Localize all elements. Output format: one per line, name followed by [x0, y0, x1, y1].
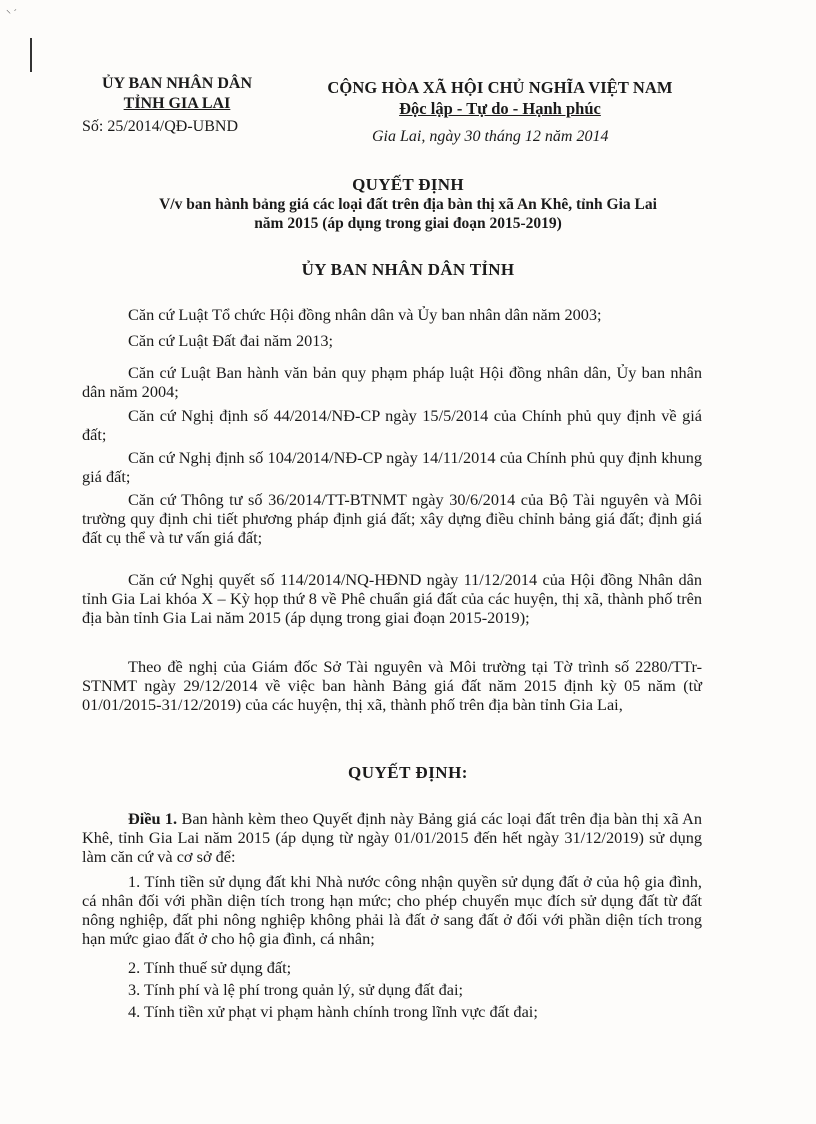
agency-line-2: TỈNH GIA LAI	[123, 95, 231, 112]
document-title	[80, 175, 736, 233]
country-name: CỘNG HÒA XÃ HỘI CHỦ NGHĨA VIỆT NAM	[327, 78, 673, 97]
agency-line-1: ỦY BAN NHÂN DÂN	[101, 75, 253, 92]
preamble-item: Căn cứ Luật Tổ chức Hội đồng nhân dân và Ủy ban nhân dân năm 2003;	[128, 305, 602, 324]
title-subject-line-1: V/v ban hành bảng giá các loại đất trên địa bàn thị xã An Khê, tỉnh Gia Lai	[159, 196, 657, 213]
article-1-label: Điều 1.	[128, 809, 178, 828]
preamble-item: Theo đề nghị của Giám đốc Sở Tài nguyên và Môi trường tại Tờ trình số 2280/TTr-STNMT ngày 29/12/2014 về việc ban hành Bảng giá đất năm 2015 định kỳ 05 năm (từ 01/01/2015-31/12/2019) của các huyện, thị xã, thành phố trên địa bàn tỉnh Gia Lai,	[82, 657, 702, 714]
national-motto: Độc lập - Tự do - Hạnh phúc	[399, 99, 601, 118]
scan-artifact: ⸌ ˊ	[6, 9, 17, 20]
decision-heading: QUYẾT ĐỊNH:	[348, 763, 468, 782]
article-1-item: 4. Tính tiền xử phạt vi phạm hành chính trong lĩnh vực đất đai;	[128, 1002, 538, 1021]
title-subject-line-2: năm 2015 (áp dụng trong giai đoạn 2015-2019)	[254, 215, 562, 232]
preamble-item: Căn cứ Luật Ban hành văn bản quy phạm pháp luật Hội đồng nhân dân, Ủy ban nhân dân năm 2004;	[82, 363, 702, 401]
preamble-item: Căn cứ Nghị định số 104/2014/NĐ-CP ngày 14/11/2014 của Chính phủ quy định khung giá đất;	[82, 448, 702, 486]
preamble-item: Căn cứ Nghị quyết số 114/2014/NQ-HĐND ngày 11/12/2014 của Hội đồng Nhân dân tỉnh Gia Lai khóa X – Kỳ họp thứ 8 về Phê chuẩn giá đất của các huyện, thị xã, thành phố trên địa bàn tỉnh Gia Lai năm 2015 (áp dụng trong giai đoạn 2015-2019);	[82, 570, 702, 627]
article-1-item: 1. Tính tiền sử dụng đất khi Nhà nước công nhận quyền sử dụng đất ở của hộ gia đình, cá nhân đối với phần diện tích trong hạn mức; cho phép chuyển mục đích sử dụng đất từ đất nông nghiệp, đất phi nông nghiệp không phải là đất ở sang đất ở đối với phần diện tích trong hạn mức giao đất ở cho hộ gia đình, cá nhân;	[82, 872, 702, 948]
preamble-item: Căn cứ Luật Đất đai năm 2013;	[128, 331, 334, 350]
issuing-authority: ỦY BAN NHÂN DÂN TỈNH	[301, 260, 515, 279]
preamble-item: Căn cứ Nghị định số 44/2014/NĐ-CP ngày 15/5/2014 của Chính phủ quy định về giá đất;	[82, 406, 702, 444]
preamble-item: Căn cứ Thông tư số 36/2014/TT-BTNMT ngày 30/6/2014 của Bộ Tài nguyên và Môi trường quy định chi tiết phương pháp định giá đất; xây dựng điều chỉnh bảng giá đất; định giá đất cụ thể và tư vấn giá đất;	[82, 490, 702, 547]
national-header	[300, 78, 700, 120]
document-number: Số: 25/2014/QĐ-UBND	[82, 118, 239, 135]
title-main: QUYẾT ĐỊNH	[352, 175, 464, 194]
issuing-agency	[82, 74, 272, 114]
scan-margin-line	[30, 38, 32, 72]
article-1-text: Ban hành kèm theo Quyết định này Bảng giá các loại đất trên địa bàn thị xã An Khê, tỉnh Gia Lai năm 2015 (áp dụng từ ngày 01/01/2015 đến hết ngày 31/12/2019) sử dụng làm căn cứ và cơ sở để:	[82, 809, 703, 866]
article-1-item: 2. Tính thuế sử dụng đất;	[128, 958, 292, 977]
article-1-item: 3. Tính phí và lệ phí trong quản lý, sử dụng đất đai;	[128, 980, 464, 999]
article-1	[82, 809, 702, 866]
issue-date: Gia Lai, ngày 30 tháng 12 năm 2014	[372, 128, 609, 145]
